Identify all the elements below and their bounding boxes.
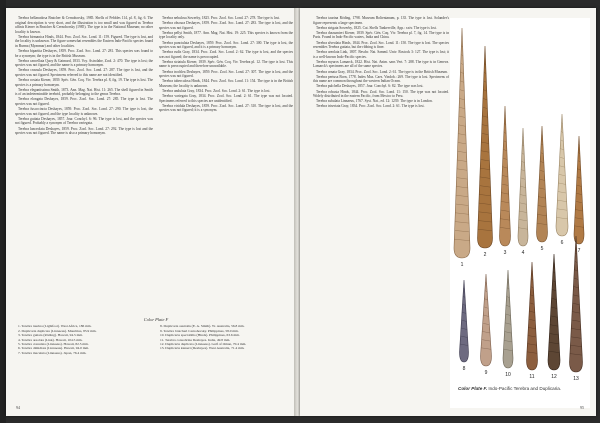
text-paragraph: Terebra myuros Lamarck, 1822. Hist. Nat. Anim. sans Vert. 7: 288. The type is in Geneva. Lamarck's specimens are all of the same species. [313, 59, 449, 69]
text-paragraph: Terebra obscura Deshayes, 1859. Proc. Zool. Soc. Lond. 27: 283. The type is lost, and the species was not figured. [159, 21, 293, 30]
terebra-shell [454, 28, 470, 258]
caption-entry: 2. Duplicaria duplicata (Linnaeus). Mauritius, 85.9 mm. [18, 328, 97, 333]
shell-number-label: 1 [460, 262, 464, 268]
shell-number-label: 6 [560, 240, 564, 246]
shell-number-label: 9 [484, 370, 488, 376]
text-paragraph: Terebra robusta Hinds, 1844. Proc. Zool. Soc. Lond. 11: 150. The type was not located. Widely distributed in the eastern Pacific, from Mexico to Peru. [313, 89, 449, 99]
shell-number-label: 10 [505, 372, 511, 378]
left-page [6, 8, 296, 416]
color-plate-label-text: Indo-Pacific Terebra and Duplicaria. [488, 386, 562, 391]
shell-plate-image [450, 18, 590, 408]
text-paragraph: Terebra pellyi Smith, 1877. Ann. Mag. Nat. Hist. 19: 225. This species is known from the type locality only. [159, 30, 293, 40]
right-page-number: 95 [580, 405, 584, 410]
text-paragraph: Terebra nebulosa Sowerby, 1825. Proc. Zool. Soc. Lond. 27: 278. The type is lost. [162, 16, 280, 20]
text-paragraph: Terebra bellanodosa Bratcher & Cernohorsky, 1985. Shells of Pebbles 114, pl. 8, fig. 6. The original description is very short, and the illustration is too small and was figured as Terebra affinis Kiener in Bratcher & Cernohorsky (1985). The type is in the National Museum; no other locality is known. [15, 16, 153, 34]
terebra-shell [500, 106, 511, 246]
caption-entry: 11. Terebra consobrina Deshayes. India, 49.8 mm. [160, 337, 231, 342]
terebra-shell [518, 128, 528, 246]
right-page [300, 8, 596, 416]
terebra-shell [548, 254, 560, 370]
left-page-column-b [159, 16, 293, 240]
color-plate-label-prefix: Color Plate F. [458, 386, 488, 391]
text-paragraph: Terebra ornata Gray, 1834. Proc. Zool. Soc. Lond. 2: 61. The type is in the British Museum. [316, 69, 448, 74]
text-paragraph: Terebra elegantissima Smith, 1873. Ann. Mag. Nat. Hist. 11: 265. The shell figured in Smith is of an indeterminable terebrid, probably belonging to the genus Terebra. [15, 87, 153, 97]
text-paragraph: Terebra strigata Sowerby, 1825. Cat. Shells Tankerville, App.: xxiv. The type is lost. [316, 25, 437, 30]
text-paragraph: Terebra dussumieri Kiener, 1839. Spéc. Gén. Coq. Viv. Terebra pl. 7, fig. 14. The type is in Paris. Found in Indo-Pacific waters, India and China. [313, 30, 449, 40]
shell-number-label: 7 [577, 248, 581, 254]
text-paragraph: Terebra tuberculosa Hinds, 1844. Proc. Zool. Soc. Lond. 11: 154. The type is in the British Museum; the locality is unknown. [159, 79, 293, 88]
terebra-shell [460, 280, 469, 362]
text-paragraph: Terebra crassula Deshayes, 1859. Proc. Zool. Soc. Lond. 27: 287. The type is lost, and the species was not figured. Specimens referred to this name are not identified. [15, 68, 153, 77]
text-paragraph: Terebra triseriata Gray, 1834. Proc. Zool. Soc. Lond. 2: 61. The type is lost. [316, 104, 425, 109]
caption-entry: 8. Duplicaria australis (E. A. Smith). W. Australia, 56.8 mm. [160, 324, 245, 329]
caption-entry: 9. Terebra bratcheri Cernohorsky. Philippines, 58.0 mm. [160, 328, 239, 333]
plate-caption [18, 318, 294, 398]
caption-entry: 4. Terebra areolata (Link). Hawaii, 104.5 mm. [18, 337, 83, 342]
shell-number-label: 11 [529, 374, 535, 380]
text-paragraph: Terebra costata Kiener, 1839. Spéc. Gén. Coq. Viv. Terebra pl. 8, fig. 19. The type is lost. The species is a primary homonym. [15, 78, 153, 87]
text-paragraph: Terebra guttata Deshayes, 1857. Jour. Conchyl. 6: 96. The type is lost, and the species was not figured. Probably a synonym of Terebra variegata. [15, 116, 153, 126]
left-page-number: 94 [16, 405, 20, 410]
color-plate-label [458, 386, 586, 391]
text-paragraph: Terebra elongata Deshayes, 1859. Proc. Zool. Soc. Lond. 27: 285. The type is lost. The species was not figured. [15, 97, 153, 106]
text-paragraph: Terebra taurina Röding, 1798. Museum Boltenianum, p. 135. The type is lost. Solander's figure represents a large specimen. [313, 16, 449, 25]
shell-number-label: 13 [573, 376, 579, 382]
terebra-shell [537, 126, 548, 242]
shell-number-label: 2 [483, 252, 487, 258]
text-paragraph: Terebra pulchella Deshayes, 1857. Jour. Conchyl. 6: 82. The type was lost. [316, 84, 424, 89]
caption-entry: 6. Terebra dimidiata (Linnaeus). Hawaii, 94.0 mm. [18, 346, 90, 351]
terebra-shell [570, 236, 583, 372]
caption-entry: 13. Duplicaria kieneri (Deshayes). West Australia, 71.4 mm. [160, 346, 245, 351]
right-page-column [313, 16, 449, 240]
text-paragraph: Terebra striatula Kiener, 1839. Spéc. Gén. Coq. Viv. Terebra pl. 12. The type is lost. This name is preoccupied and therefore unavailable. [159, 59, 293, 69]
terebra-shell [556, 114, 568, 236]
text-paragraph: Terebra birmanica Hinds, 1844. Proc. Zool. Soc. Lond. 11: 159. Figured. The type is lost, and the locality is unknown. The figure somewhat resembles the Eastern Indo-Pacific species found in Burma (Myanmar) and other localities. [15, 34, 153, 48]
text-paragraph: Terebra alveolata Hinds, 1844. Proc. Zool. Soc. Lond. 11: 150. The type is lost. The species resembles Terebra guttata, but the ribbing is finer. [313, 40, 449, 50]
text-paragraph: Terebra areolata Link, 1807. Beschr. Nat. Samml. Univ. Rostock 3: 127. The type is lost; it is a well-known Indo-Pacific species. [313, 50, 449, 59]
shell-number-label: 3 [503, 250, 507, 256]
left-page-column-a [15, 16, 153, 240]
shell-number-label: 5 [540, 246, 544, 252]
text-paragraph: Terebra fuscocincta Deshayes, 1859. Proc. Zool. Soc. Lond. 27: 290. The type is lost, the species was not figured, and the type locality is unknown. [15, 107, 153, 116]
plate-caption-title: Color Plate F [143, 317, 169, 322]
caption-entry: 1. Terebra taurina (Lightfoot). West Africa, 186 mm. [18, 324, 92, 329]
shell-number-label: 12 [551, 374, 557, 380]
terebra-shell [481, 274, 492, 366]
text-paragraph: Terebra cancellata Quoy & Gaimard, 1833. Voy. Astrolabe, Zool. 2: 470. The type is lost; the species was not figured, and the name is a primary homonym. [15, 58, 153, 68]
text-paragraph: Terebra viridula Deshayes, 1859. Proc. Zool. Soc. Lond. 27: 310. The type is lost, and the species was not figured; it is a synonym. [159, 103, 293, 113]
shell-number-label: 8 [462, 366, 466, 372]
terebra-shell [503, 270, 513, 368]
caption-entry: 10. Duplicaria spectabilis (Hinds). Philippines, 63.6 mm. [160, 333, 240, 338]
plate-caption-left-list [18, 324, 152, 355]
book-spread [0, 8, 600, 423]
color-plate [450, 18, 590, 408]
text-paragraph: Terebra trochlea Deshayes, 1859. Proc. Zool. Soc. Lond. 27: 307. The type is lost, and the species was not figured. [159, 69, 293, 79]
text-paragraph: Terebra bipartita Deshayes, 1859. Proc. Zool. Soc. Lond. 27: 281. This species was found to be a synonym; the type is in the British Museum. [15, 49, 153, 58]
caption-entry: 3. Terebra guttata (Röding). Hawaii, 94.5 mm. [18, 333, 83, 338]
caption-entry: 7. Terebra maculata (Linnaeus). Japan, 76.4 mm. [18, 350, 87, 355]
plate-caption-right-list [160, 324, 294, 355]
caption-entry: 5. Terebra crenulata (Linnaeus). Hawaii, 82.5 mm. [18, 342, 89, 347]
text-paragraph: Terebra undulata Gray, 1834. Proc. Zool. Soc. Lond. 2: 61. The type is lost. [162, 88, 271, 93]
terebra-shell [527, 262, 538, 370]
terebra-shell [574, 136, 584, 244]
text-paragraph: Terebra variegata Gray, 1834. Proc. Zool. Soc. Lond. 2: 61. The type was not located. Specimens referred to this species are unidentified. [159, 94, 293, 103]
caption-entry: 12. Duplicaria duplicata (Linnaeus). Gulf of Oman, 70.4 mm. [160, 342, 247, 347]
terebra-shell [478, 46, 493, 248]
text-paragraph: Terebra rudis Gray, 1834. Proc. Zool. Soc. Lond. 2: 62. The type is lost, and the species was not figured; the name is preoccupied. [159, 50, 293, 59]
shell-number-label: 4 [521, 250, 525, 256]
text-paragraph: Terebra lanceolata Deshayes, 1859. Proc. Zool. Soc. Lond. 27: 292. The type is lost and the species was not figured. The name is also a primary homonym. [15, 126, 153, 136]
text-paragraph: Terebra punctulata Deshayes, 1859. Proc. Zool. Soc. Lond. 27: 300. The type is lost, the species was not figured, and it is a primary homonym. [159, 40, 293, 50]
text-paragraph: Terebra subulata Linnaeus, 1767. Syst. Nat., ed. 12: 1239. The type is in London. [316, 99, 433, 104]
text-paragraph: Terebra pertusa Born, 1778. Index Mus. Caes. Vindob.: 269. The type is lost. Specimens of this name are common throughout the western Indian Ocean. [313, 74, 449, 84]
